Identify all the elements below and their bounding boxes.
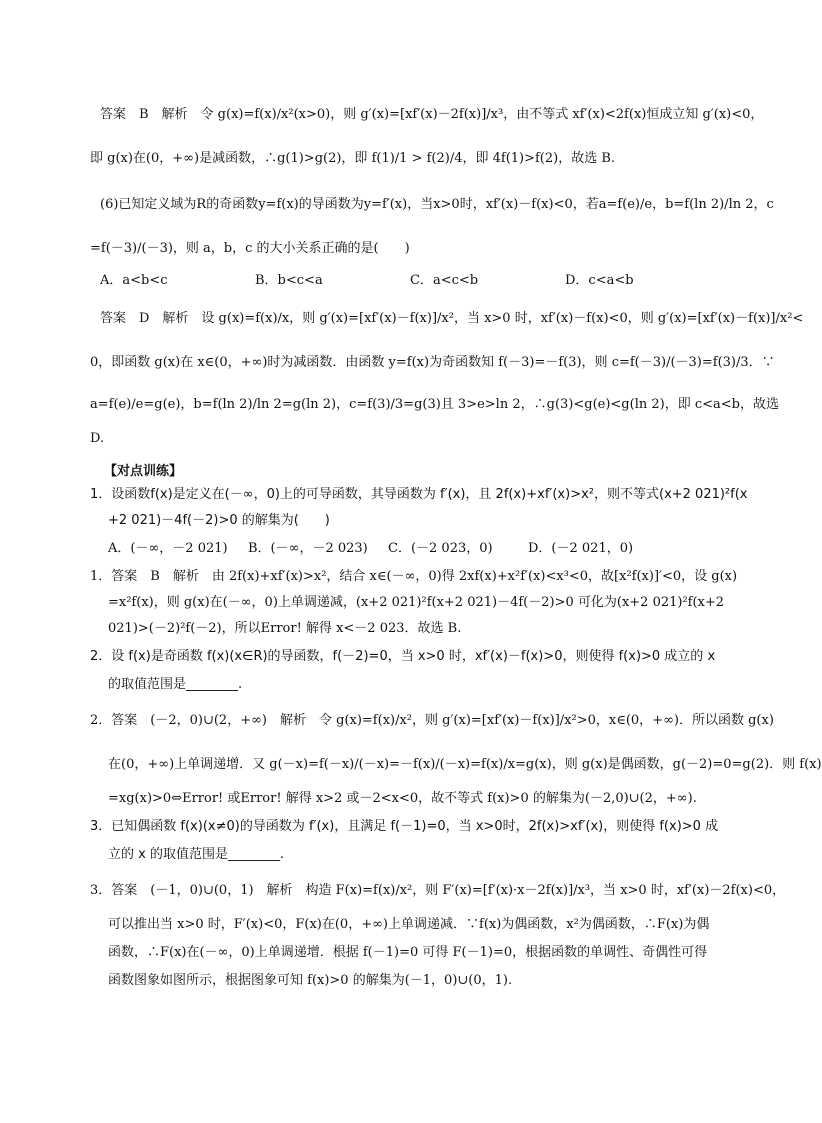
option-c: C．a<c<b bbox=[410, 273, 479, 288]
option-b: B．b<c<a bbox=[255, 273, 323, 288]
exercise-3-answer-line-1: 3．答案 (－1，0)∪(0，1) 解析 构造 F(x)=f(x)/x²，则 F′(x)=[f′(x)·x－2f(x)]/x³，当 x>0 时，xf′(x)－2f(x)<0， bbox=[90, 883, 786, 898]
question-6-options bbox=[100, 272, 720, 290]
exercise-3-answer-line-3: 函数，∴F(x)在(－∞，0)上单调递增．根据 f(－1)=0 可得 F(－1)=0，根据函数的单调性、奇偶性可得 bbox=[108, 945, 708, 960]
exercise-1-line-2: +2 021)－4f(－2)>0 的解集为( ) bbox=[108, 513, 330, 528]
exercise-1-answer-line-2: =x²f(x)，则 g(x)在(－∞，0)上单调递减，(x+2 021)²f(x+2 021)－4f(－2)>0 可化为(x+2 021)²f(x+2 bbox=[108, 595, 725, 610]
section-header: 【对点训练】 bbox=[104, 464, 183, 479]
question-6-line-1: (6)已知定义域为R的奇函数y=f(x)的导函数为y=f′(x)，当x>0时，xf′(x)－f(x)<0，若a=f(e)/e，b=f(ln 2)/ln 2，c bbox=[100, 197, 774, 212]
exercise-2-line-2: 的取值范围是________. bbox=[108, 677, 243, 692]
exercise-2-answer-line-1: 2．答案 (－2，0)∪(2，+∞) 解析 令 g(x)=f(x)/x²，则 g′(x)=[xf′(x)－f(x)]/x²>0，x∈(0，+∞)．所以函数 g(x) bbox=[90, 713, 774, 728]
exercise-2-answer-line-2: 在(0，+∞)上单调递增．又 g(－x)=f(－x)/(－x)=－f(x)/(－x)=f(x)/x=g(x)，则 g(x)是偶函数，g(－2)=0=g(2)．则 f(x) bbox=[108, 757, 822, 772]
answer-6-line-2: 0，即函数 g(x)在 x∈(0，+∞)时为减函数．由函数 y=f(x)为奇函数知 f(－3)=－f(3)，则 c=f(－3)/(－3)=f(3)/3．∵ bbox=[90, 355, 775, 370]
answer-6-line-3: a=f(e)/e=g(e)，b=f(ln 2)/ln 2=g(ln 2)，c=f(3)/3=g(3)且 3>e>ln 2，∴g(3)<g(e)<g(ln 2)，即 c<a<b，故选 bbox=[90, 397, 779, 412]
option-b: B．(－∞，－2 023) bbox=[248, 541, 368, 556]
exercise-3-answer-line-2: 可以推出当 x>0 时，F′(x)<0，F(x)在(0，+∞)上单调递减．∵f(x)为偶函数，x²为偶函数，∴F(x)为偶 bbox=[108, 917, 710, 932]
exercise-3-answer-line-4: 函数图象如图所示，根据图象可知 f(x)>0 的解集为(－1，0)∪(0，1). bbox=[108, 973, 513, 988]
exercise-3-line-2: 立的 x 的取值范围是________. bbox=[108, 847, 285, 862]
exercise-1-line-1: 1．设函数f(x)是定义在(－∞，0)上的可导函数，其导函数为 f′(x)，且 2f(x)+xf′(x)>x²，则不等式(x+2 021)²f(x bbox=[90, 487, 748, 502]
option-a: A．(－∞，－2 021) bbox=[108, 541, 228, 556]
option-c: C．(－2 023，0) bbox=[388, 541, 493, 556]
exercise-1-answer-line-3: 021)>(－2)²f(－2)，所以Error! 解得 x<－2 023．故选 B. bbox=[108, 621, 462, 636]
answer-6-line-4: D. bbox=[90, 431, 105, 446]
option-d: D．(－2 021，0) bbox=[528, 541, 634, 556]
answer-5-line-1: 答案 B 解析 令 g(x)=f(x)/x²(x>0)，则 g′(x)=[xf′(x)－2f(x)]/x³，由不等式 xf′(x)<2f(x)恒成立知 g′(x)<0， bbox=[100, 107, 764, 122]
answer-5-line-2: 即 g(x)在(0，+∞)是减函数，∴g(1)>g(2)，即 f(1)/1 > f(2)/4，即 4f(1)>f(2)，故选 B. bbox=[90, 151, 616, 166]
question-6-line-2: =f(－3)/(－3)，则 a，b，c 的大小关系正确的是( ) bbox=[90, 241, 410, 256]
option-a: A．a<b<c bbox=[100, 273, 168, 288]
answer-6-line-1: 答案 D 解析 设 g(x)=f(x)/x，则 g′(x)=[xf′(x)－f(x)]/x²，当 x>0 时，xf′(x)－f(x)<0，则 g′(x)=[xf′(x)－f(x)]/x²< bbox=[100, 311, 804, 326]
exercise-2-answer-line-3: =xg(x)>0⇔Error! 或Error! 解得 x>2 或－2<x<0，故不等式 f(x)>0 的解集为(－2,0)∪(2，+∞). bbox=[108, 791, 697, 806]
exercise-1-answer-line-1: 1．答案 B 解析 由 2f(x)+xf′(x)>x²，结合 x∈(－∞，0)得 2xf(x)+x²f′(x)<x³<0，故[x²f(x)]′<0，设 g(x) bbox=[90, 569, 738, 584]
exercise-1-options bbox=[108, 540, 668, 558]
option-d: D．c<a<b bbox=[565, 273, 634, 288]
exercise-2-line-1: 2．设 f(x)是奇函数 f(x)(x∈R)的导函数，f(－2)=0，当 x>0 时，xf′(x)－f(x)>0，则使得 f(x)>0 成立的 x bbox=[90, 649, 716, 664]
exercise-3-line-1: 3．已知偶函数 f(x)(x≠0)的导函数为 f′(x)，且满足 f(－1)=0，当 x>0时，2f(x)>xf′(x)，则使得 f(x)>0 成 bbox=[90, 819, 719, 834]
